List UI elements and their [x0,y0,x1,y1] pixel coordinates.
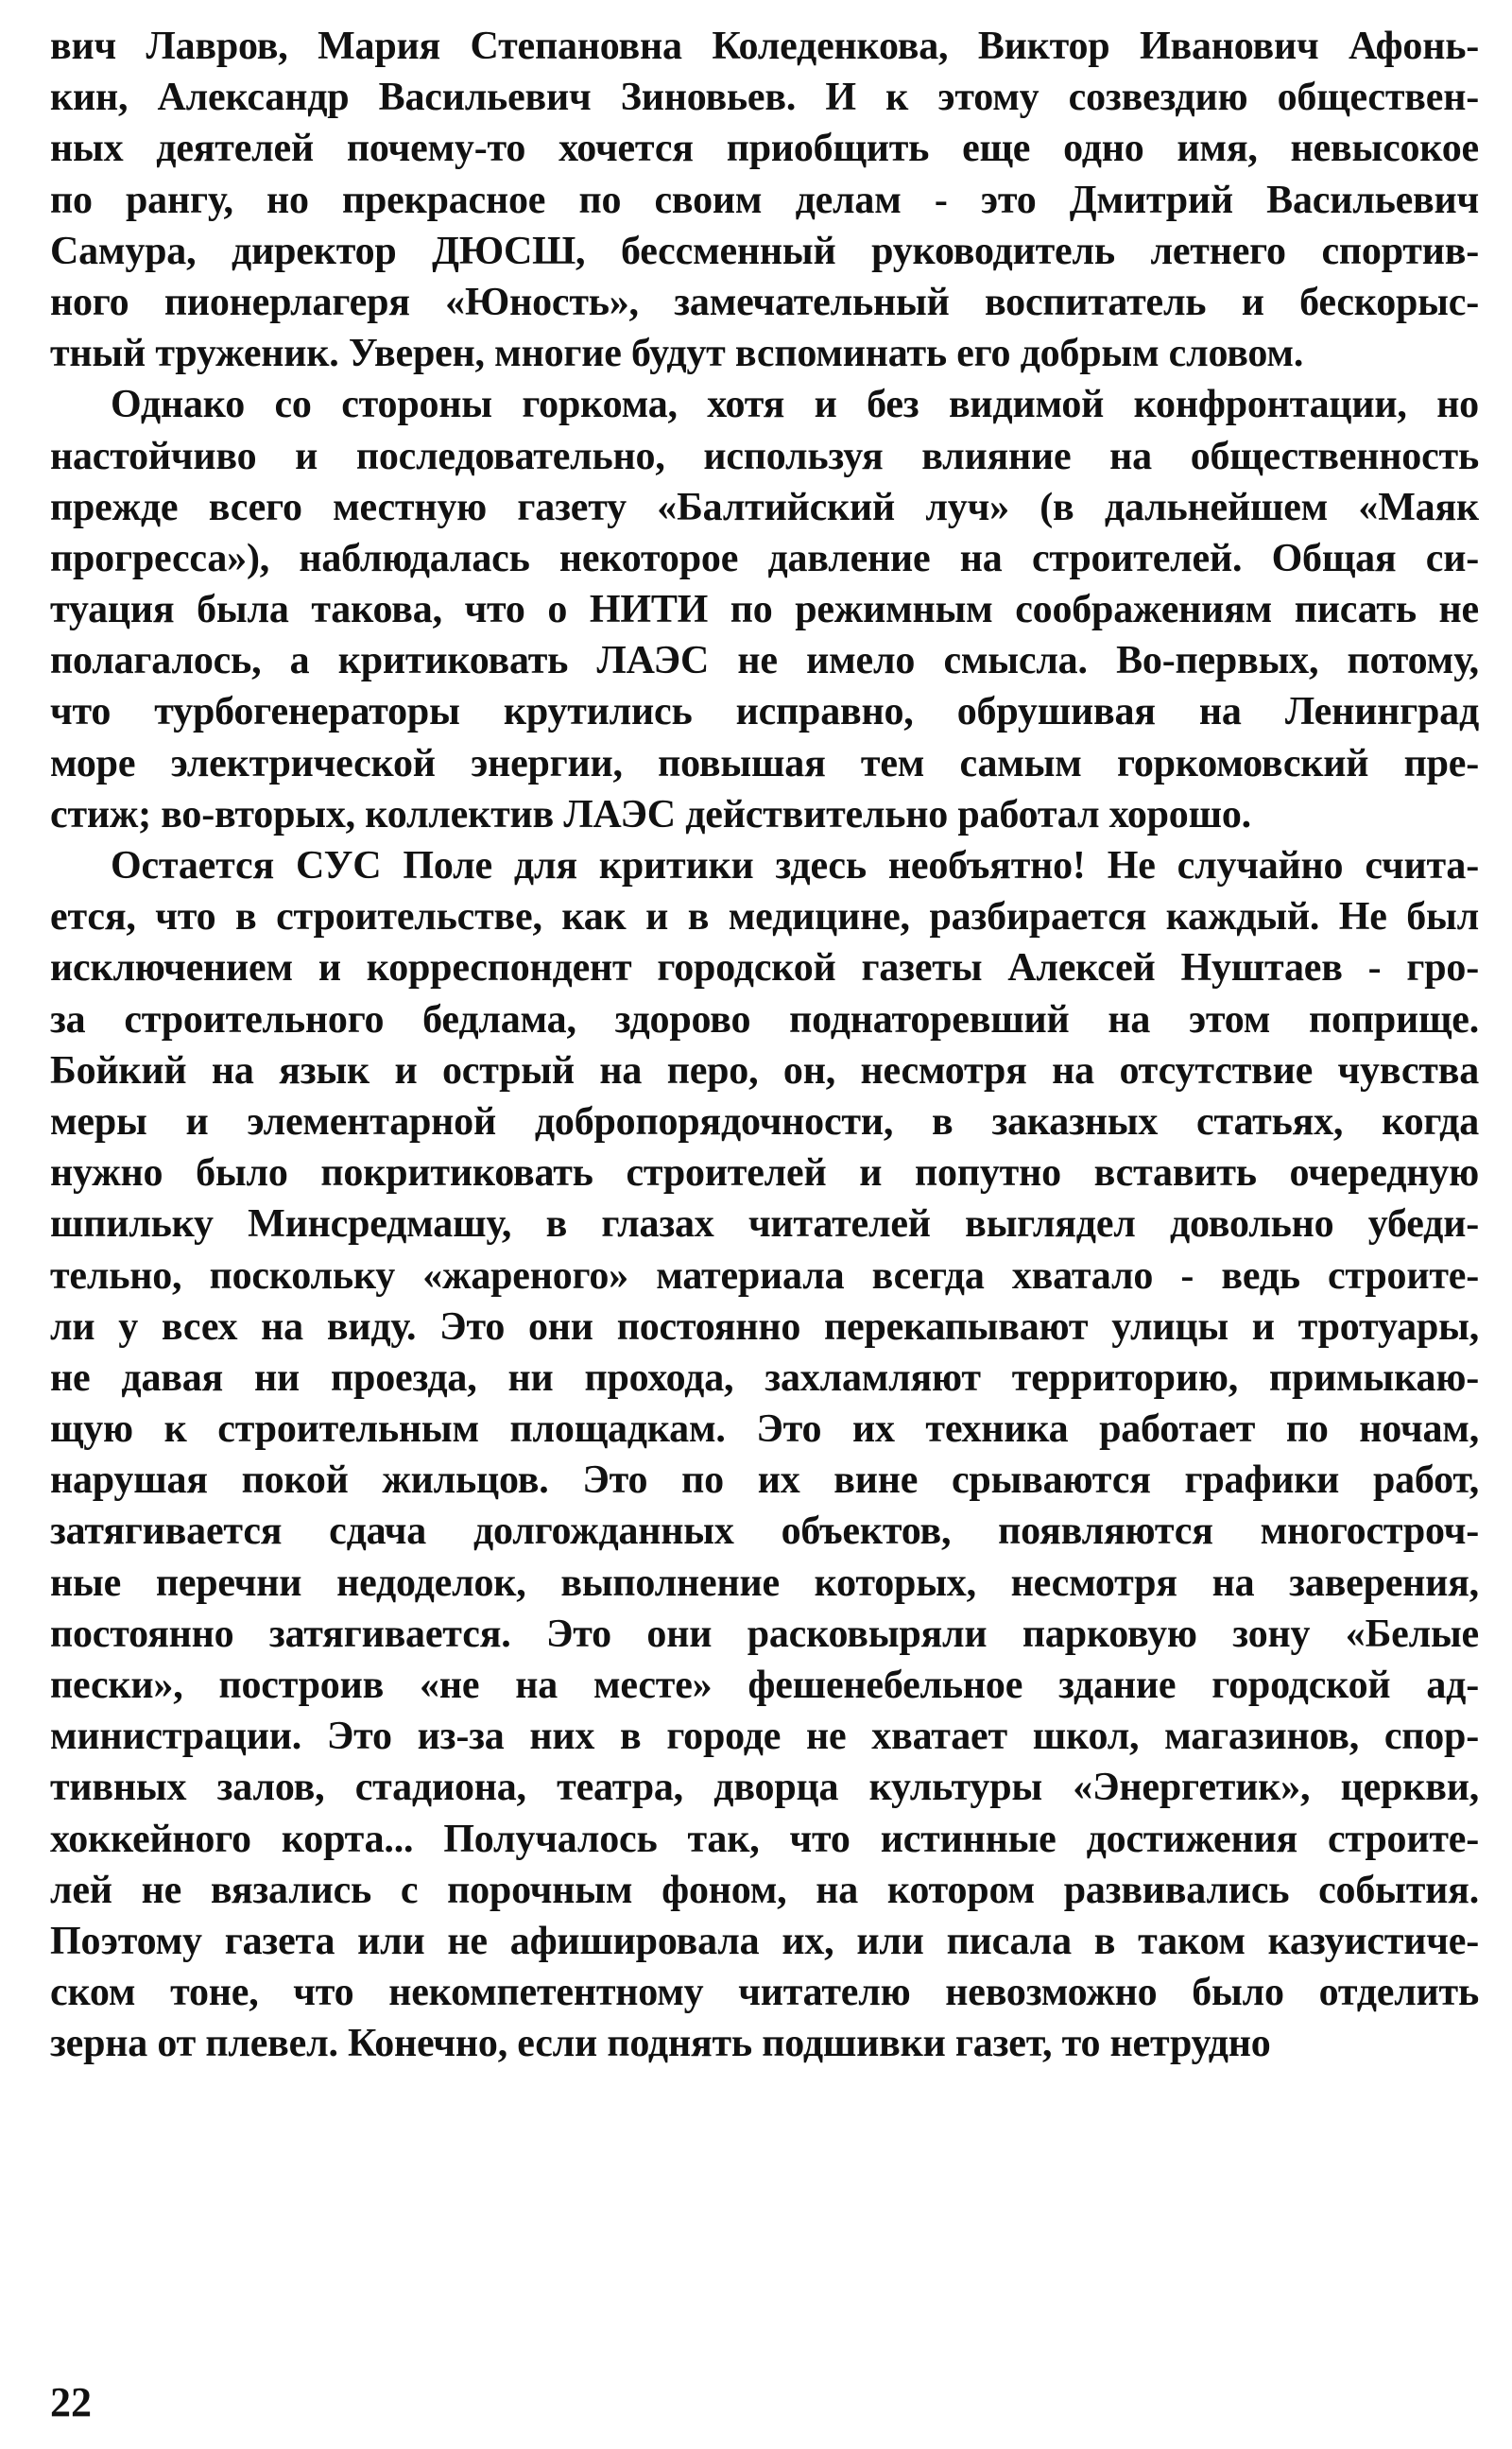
text-line: кин, Александр Васильевич Зиновьев. И к этому созвездию обществен- [50,76,1479,120]
paragraph [50,21,1479,379]
paragraph [50,840,1479,2070]
text-line: полагалось, а критиковать ЛАЭС не имело смысла. Во-первых, потому, [50,639,1479,683]
text-line: затягивается сдача долгожданных объектов, появляются многостроч- [50,1509,1479,1554]
text-line: Остается СУС Поле для критики здесь необъятно! Не случайно счита- [111,844,1479,888]
text-line: министрации. Это из-за них в городе не хватает школ, магазинов, спор- [50,1715,1479,1759]
text-line: постоянно затягивается. Это они расковыряли парковую зону «Белые [50,1612,1479,1656]
text-line: щую к строительным площадкам. Это их техника работает по ночам, [50,1407,1479,1452]
text-line: прежде всего местную газету «Балтийский луч» (в дальнейшем «Маяк [50,485,1479,529]
page-number: 22 [50,2379,92,2425]
text-line: прогресса»), наблюдалась некоторое давление на строителей. Общая си- [50,536,1479,580]
text-line: ли у всех на виду. Это они постоянно перекапывают улицы и тротуары, [50,1304,1479,1349]
text-line: нарушая покой жильцов. Это по их вине срываются графики работ, [50,1458,1479,1503]
text-line: по рангу, но прекрасное по своим делам - это Дмитрий Васильевич [50,178,1479,222]
text-line: ском тоне, что некомпетентному читателю невозможно было отделить [50,1971,1479,2015]
text-line: настойчиво и последовательно, используя влияние на общественность [50,434,1479,478]
text-line: Бойкий на язык и острый на перо, он, несмотря на отсутствие чувства [50,1048,1479,1093]
text-line: стиж; во-вторых, коллектив ЛАЭС действительно работал хорошо. [50,792,1251,836]
text-line: шпильку Минсредмашу, в глазах читателей выглядел довольно убеди- [50,1202,1479,1247]
text-line: за строительного бедлама, здорово поднаторевший на этом поприще. [50,997,1479,1042]
text-line: лей не вязались с порочным фоном, на котором развивались события. [50,1868,1479,1912]
text-line: тельно, поскольку «жареного» материала всегда хватало - ведь строите- [50,1253,1479,1298]
text-line: тивных залов, стадиона, театра, дворца культуры «Энергетик», церкви, [50,1766,1479,1810]
text-line: ные перечни недоделок, выполнение которых, несмотря на заверения, [50,1561,1479,1605]
text-line: ных деятелей почему-то хочется приобщить еще одно имя, невысокое [50,127,1479,171]
text-line: не давая ни проезда, ни прохода, захламляют территорию, примыкаю- [50,1355,1479,1400]
text-line: Однако со стороны горкома, хотя и без видимой конфронтации, но [111,383,1479,427]
text-line: нужно было покритиковать строителей и попутно вставить очередную [50,1151,1479,1196]
text-line: меры и элементарной добропорядочности, в заказных статьях, когда [50,1099,1479,1144]
text-line: море электрической энергии, повышая тем самым горкомовский пре- [50,741,1479,785]
body-text [50,21,1479,2070]
text-line: Поэтому газета или не афишировала их, или писала в таком казуистиче- [50,1919,1479,1963]
text-line: исключением и корреспондент городской газеты Алексей Нуштаев - гро- [50,946,1479,991]
text-line: что турбогенераторы крутились исправно, обрушивая на Ленинград [50,690,1479,734]
text-line: ется, что в строительстве, как и в медицине, разбирается каждый. Не был [50,895,1479,940]
paragraph [50,379,1479,840]
text-line: туация была такова, что о НИТИ по режимным соображениям писать не [50,588,1479,632]
text-line: пески», построив «не на месте» фешенебельное здание городской ад- [50,1664,1479,1707]
text-line: тный труженик. Уверен, многие будут вспоминать его добрым словом. [50,332,1304,376]
text-line: хоккейного корта... Получалось так, что истинные достижения строите- [50,1817,1479,1861]
text-line: ного пионерлагеря «Юность», замечательный воспитатель и бескорыс- [50,280,1479,324]
text-line: зерна от плевел. Конечно, если поднять подшивки газет, то нетрудно [50,2022,1271,2066]
text-line: вич Лавров, Мария Степановна Коледенкова, Виктор Иванович Афонь- [50,25,1479,68]
text-line: Самура, директор ДЮСШ, бессменный руководитель летнего спортив- [50,229,1479,273]
